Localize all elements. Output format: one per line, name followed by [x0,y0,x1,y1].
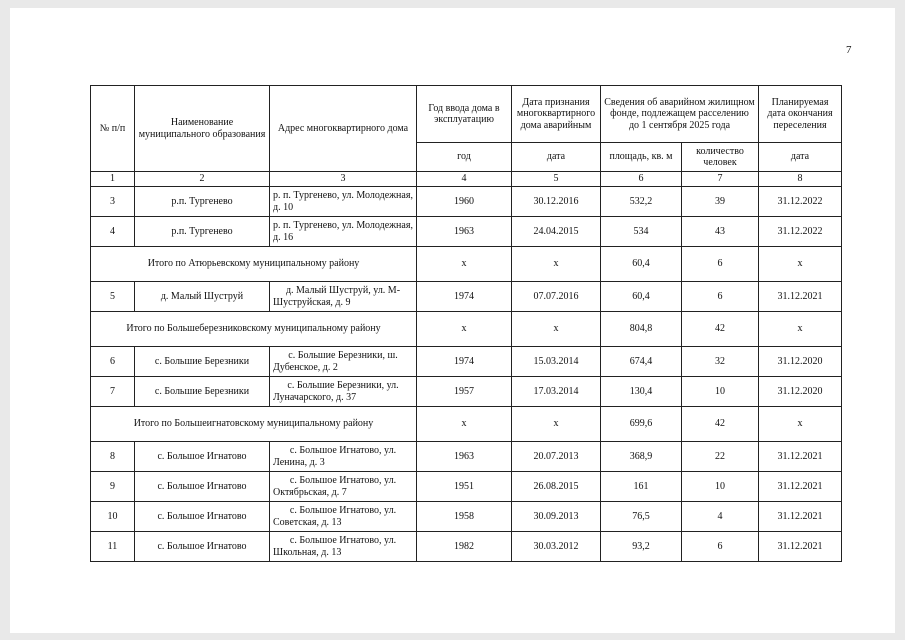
cell-municipality: р.п. Тургенево [135,217,270,247]
subtotal-row [91,312,842,347]
cell-people: 22 [682,442,759,472]
cell-num: 3 [91,187,135,217]
cell-address: с. Большое Игнатово, ул. Ленина, д. 3 [270,442,417,472]
cell-area: 161 [601,472,682,502]
cell-people: 6 [682,532,759,562]
subheader-planned: дата [759,143,842,172]
cell-year: 1982 [417,532,512,562]
column-number-row [91,172,842,187]
cell-planned: 31.12.2021 [759,282,842,312]
cell-num: 10 [91,502,135,532]
cell-planned: 31.12.2021 [759,502,842,532]
cell-date: 30.03.2012 [512,532,601,562]
cell-year: 1957 [417,377,512,407]
cell-people: 6 [682,247,759,282]
cell-date: 17.03.2014 [512,377,601,407]
cell-date: 30.09.2013 [512,502,601,532]
cell-address: д. Малый Шуструй, ул. М-Шуструйская, д. 9 [270,282,417,312]
col-number: 5 [512,172,601,187]
col-number: 6 [601,172,682,187]
col-number: 2 [135,172,270,187]
cell-municipality: с. Большое Игнатово [135,472,270,502]
cell-area: 60,4 [601,282,682,312]
cell-area: 60,4 [601,247,682,282]
table-row [91,532,842,562]
resettlement-table [90,85,842,562]
cell-num: 4 [91,217,135,247]
subheader-area: площадь, кв. м [601,143,682,172]
cell-area: 674,4 [601,347,682,377]
cell-people: 4 [682,502,759,532]
cell-date: 30.12.2016 [512,187,601,217]
subtotal-label: Итого по Атюрьевскому муниципальному району [91,247,417,282]
subtotal-row [91,247,842,282]
cell-area: 93,2 [601,532,682,562]
table-row [91,502,842,532]
cell-num: 11 [91,532,135,562]
cell-planned: x [759,407,842,442]
cell-date: 24.04.2015 [512,217,601,247]
header-row [91,86,842,143]
table-row [91,472,842,502]
cell-num: 5 [91,282,135,312]
header-planned-date: Планируемая дата окончания переселения [759,86,842,143]
header-year: Год ввода дома в эксплуатацию [417,86,512,143]
cell-date: 15.03.2014 [512,347,601,377]
cell-planned: 31.12.2021 [759,532,842,562]
cell-area: 534 [601,217,682,247]
cell-people: 42 [682,407,759,442]
cell-year: x [417,247,512,282]
col-number: 8 [759,172,842,187]
table-row [91,347,842,377]
cell-people: 43 [682,217,759,247]
cell-area: 699,6 [601,407,682,442]
header-address: Адрес многоквартирного дома [270,86,417,172]
cell-address: с. Большое Игнатово, ул. Советская, д. 13 [270,502,417,532]
cell-planned: x [759,312,842,347]
col-number: 1 [91,172,135,187]
table-row [91,187,842,217]
cell-planned: 31.12.2020 [759,377,842,407]
cell-year: 1960 [417,187,512,217]
cell-municipality: с. Большие Березники [135,347,270,377]
table-row [91,282,842,312]
cell-people: 6 [682,282,759,312]
cell-municipality: с. Большое Игнатово [135,532,270,562]
cell-address: с. Большие Березники, ш. Дубенское, д. 2 [270,347,417,377]
cell-area: 76,5 [601,502,682,532]
subtotal-label: Итого по Большеигнатовскому муниципальному району [91,407,417,442]
cell-date: x [512,247,601,282]
cell-municipality: р.п. Тургенево [135,187,270,217]
cell-year: x [417,407,512,442]
subheader-year: год [417,143,512,172]
cell-year: 1958 [417,502,512,532]
table-row [91,217,842,247]
page-number: 7 [846,44,852,56]
cell-date: x [512,312,601,347]
cell-date: 20.07.2013 [512,442,601,472]
cell-address: с. Большие Березники, ул. Луначарского, д. 37 [270,377,417,407]
subheader-date: дата [512,143,601,172]
cell-people: 32 [682,347,759,377]
cell-year: x [417,312,512,347]
cell-date: x [512,407,601,442]
cell-address: р. п. Тургенево, ул. Молодежная, д. 16 [270,217,417,247]
cell-people: 42 [682,312,759,347]
cell-year: 1951 [417,472,512,502]
header-num: № п/п [91,86,135,172]
col-number: 7 [682,172,759,187]
col-number: 3 [270,172,417,187]
cell-address: с. Большое Игнатово, ул. Октябрьская, д. 7 [270,472,417,502]
cell-year: 1963 [417,442,512,472]
col-number: 4 [417,172,512,187]
table-row [91,377,842,407]
cell-area: 532,2 [601,187,682,217]
cell-planned: 31.12.2021 [759,442,842,472]
cell-people: 10 [682,472,759,502]
cell-planned: 31.12.2022 [759,217,842,247]
subheader-people: количество человек [682,143,759,172]
header-municipality: Наименование муниципального образования [135,86,270,172]
cell-municipality: с. Большие Березники [135,377,270,407]
cell-planned: 31.12.2021 [759,472,842,502]
cell-date: 26.08.2015 [512,472,601,502]
table-row [91,442,842,472]
cell-year: 1974 [417,347,512,377]
cell-address: с. Большое Игнатово, ул. Школьная, д. 13 [270,532,417,562]
subtotal-row [91,407,842,442]
cell-planned: 31.12.2022 [759,187,842,217]
cell-num: 7 [91,377,135,407]
cell-people: 39 [682,187,759,217]
cell-planned: x [759,247,842,282]
cell-year: 1974 [417,282,512,312]
cell-num: 8 [91,442,135,472]
cell-date: 07.07.2016 [512,282,601,312]
header-emergency-date: Дата признания многоквартирного дома аварийным [512,86,601,143]
cell-municipality: с. Большое Игнатово [135,442,270,472]
document-page [10,8,895,633]
cell-people: 10 [682,377,759,407]
subtotal-label: Итого по Большеберезниковскому муниципальному району [91,312,417,347]
cell-municipality: с. Большое Игнатово [135,502,270,532]
cell-address: р. п. Тургенево, ул. Молодежная, д. 10 [270,187,417,217]
cell-area: 130,4 [601,377,682,407]
cell-area: 804,8 [601,312,682,347]
cell-num: 9 [91,472,135,502]
cell-municipality: д. Малый Шуструй [135,282,270,312]
cell-year: 1963 [417,217,512,247]
header-fund-info: Сведения об аварийном жилищном фонде, подлежащем расселению до 1 сентября 2025 года [601,86,759,143]
cell-num: 6 [91,347,135,377]
cell-planned: 31.12.2020 [759,347,842,377]
cell-area: 368,9 [601,442,682,472]
